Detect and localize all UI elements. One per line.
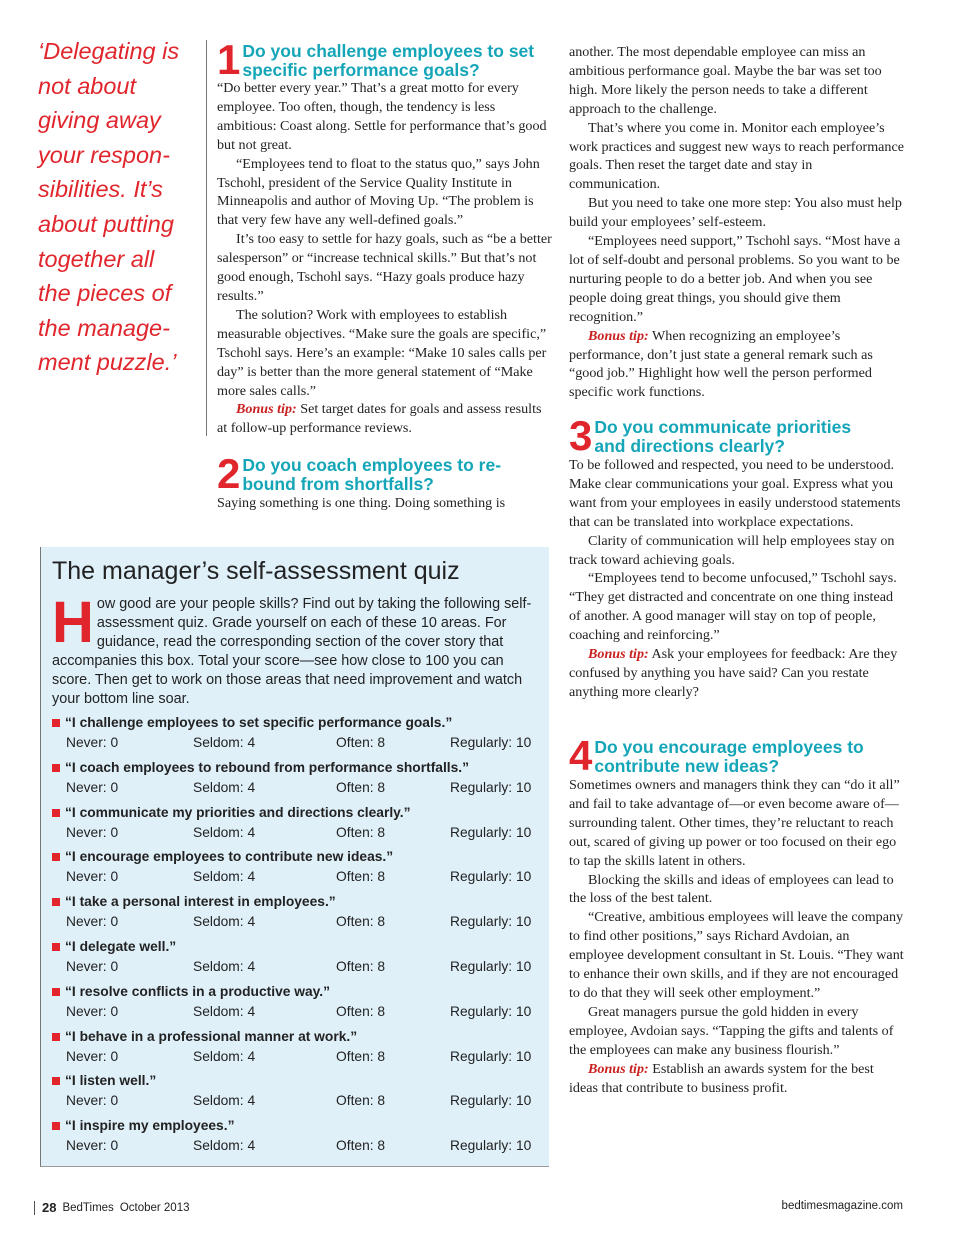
section-2-heading xyxy=(217,450,502,497)
scale-option: Never: 0 xyxy=(66,869,119,885)
bonus-tip-text: Set target dates for goals and assess results at follow-up performance reviews. xyxy=(217,401,542,437)
quiz-question-text: “I coach employees to rebound from performance shortfalls.” xyxy=(65,759,470,775)
quiz-question xyxy=(52,1072,542,1090)
quiz-question-text: “I communicate my priorities and directions clearly.” xyxy=(65,804,411,820)
scale-option: Often: 8 xyxy=(336,824,386,840)
scale-option: Seldom: 4 xyxy=(193,735,256,750)
section-number: 2 xyxy=(217,450,241,497)
quiz-item xyxy=(52,1028,542,1073)
bonus-tip-label: Bonus tip: xyxy=(588,1060,649,1077)
scale-option: Seldom: 4 xyxy=(193,1048,256,1064)
scale-option: Seldom: 4 xyxy=(193,1093,256,1109)
bullet-square-icon xyxy=(52,943,60,951)
scale-option: Never: 0 xyxy=(66,735,119,750)
bonus-tip-label: Bonus tip: xyxy=(588,646,649,663)
paragraph: Great managers pursue the gold hidden in every employee, Avdoian says. “Tapping the gifts and talents of the employees can make any business flourish.” xyxy=(569,1003,894,1058)
issue-date: October 2013 xyxy=(119,1201,190,1214)
scale-option: Regularly: 10 xyxy=(450,1003,532,1019)
scale-option: Often: 8 xyxy=(336,1138,386,1154)
bullet-square-icon xyxy=(52,1122,60,1130)
bullet-square-icon xyxy=(52,809,60,817)
pull-quote-line: not about xyxy=(38,72,137,99)
quiz-intro xyxy=(52,590,532,708)
bullet-square-icon xyxy=(52,1033,60,1041)
quiz-question xyxy=(52,1117,542,1135)
section-title-line: and directions clearly? xyxy=(594,435,785,456)
section-number: 4 xyxy=(569,732,593,779)
bonus-tip-label: Bonus tip: xyxy=(588,327,649,344)
pull-quote-line: the manage- xyxy=(38,314,170,341)
scale-option: Never: 0 xyxy=(66,1003,119,1019)
bonus-tip-text: When recognizing an employee’s performance, don’t just state a general remark such as “good job.” Highlight how well the person performed specific work functions. xyxy=(569,327,873,401)
quiz-question-text: “I delegate well.” xyxy=(65,938,177,954)
quiz-item xyxy=(52,983,542,1028)
scale-option: Seldom: 4 xyxy=(193,1138,256,1154)
magazine-name: BedTimes xyxy=(62,1201,114,1214)
quiz-question xyxy=(52,893,542,911)
paragraph: another. The most dependable employee can miss an ambitious performance goal. Maybe the bar was set too high. More likely the person needs to take a different approach to the challenge. xyxy=(569,44,882,117)
column-divider xyxy=(206,40,207,436)
bonus-tip xyxy=(217,400,552,438)
section-title xyxy=(592,418,851,455)
section-4-body xyxy=(569,776,904,1097)
quiz-scale xyxy=(52,866,542,888)
paragraph: Clarity of communication will help employees stay on track toward achieving goals. xyxy=(569,532,895,568)
paragraph: “Do better every year.” That’s a great motto for every employee. Too often, though, the tendency is less ambitious: Coast along. Settle for performance that’s good but not great. xyxy=(217,80,547,153)
quiz-item xyxy=(52,848,542,893)
quiz-item xyxy=(52,1072,542,1117)
section-3-heading xyxy=(569,412,852,459)
quiz-question-text: “I take a personal interest in employees.” xyxy=(65,894,336,910)
scale-option: Regularly: 10 xyxy=(450,779,532,795)
quiz-intro-text: ow good are your people skills? Find out by taking the following self-assessment quiz. Grade yourself on each of these 10 areas. For guidance, read the corresponding section of the cover story that accompanies this box. Total your score—see how close to 100 you can score. Then get to work on those areas that need improvement and watch your bottom line soar. xyxy=(52,596,532,707)
scale-option: Never: 0 xyxy=(66,958,119,974)
scale-option: Never: 0 xyxy=(66,914,119,930)
quiz-item xyxy=(52,804,542,849)
quiz-question-text: “I inspire my employees.” xyxy=(65,1118,235,1134)
scale-option: Never: 0 xyxy=(66,1093,119,1109)
quiz-scale xyxy=(52,956,542,978)
quiz-item xyxy=(52,714,542,759)
scale-option: Never: 0 xyxy=(66,1048,119,1064)
quiz-question xyxy=(52,759,542,777)
pull-quote-line: about putting xyxy=(38,210,174,237)
pull-quote-line: giving away xyxy=(38,107,161,134)
section-title-line: Do you coach employees to re- xyxy=(242,455,502,475)
quiz-scale xyxy=(52,1090,542,1112)
quiz-question xyxy=(52,848,542,866)
section-title-line: specific performance goals? xyxy=(242,59,480,80)
section-title xyxy=(240,42,534,79)
scale-option: Often: 8 xyxy=(336,1048,386,1064)
quiz-question xyxy=(52,938,542,956)
scale-option: Regularly: 10 xyxy=(450,1093,532,1109)
quiz-item xyxy=(52,759,542,804)
paragraph: That’s where you come in. Monitor each employee’s work practices and suggest new ways to reach performance goals. Then reset the target date and stay in communication. xyxy=(569,119,904,193)
scale-option: Regularly: 10 xyxy=(450,1048,532,1064)
section-title-line: bound from shortfalls? xyxy=(242,473,434,494)
bullet-square-icon xyxy=(52,898,60,906)
section-title-line: contribute new ideas? xyxy=(594,755,780,776)
pull-quote-line: the pieces of xyxy=(38,280,172,307)
section-title xyxy=(592,738,863,775)
section-2-body-start xyxy=(217,494,552,513)
quiz-question-text: “I resolve conflicts in a productive way.” xyxy=(65,983,331,999)
paragraph: Saying something is one thing. Doing something is xyxy=(217,495,506,511)
bonus-tip-text: Establish an awards system for the best ideas that contribute to business profit. xyxy=(569,1060,874,1096)
scale-option: Regularly: 10 xyxy=(450,735,532,750)
paragraph: “Employees tend to become unfocused,” Tschohl says. “They get distracted and concentrate on one thing instead of another. A good manager will stay on top of people, coaching and reinforcing.” xyxy=(569,570,897,644)
quiz-question-text: “I challenge employees to set specific performance goals.” xyxy=(65,715,453,730)
scale-option: Regularly: 10 xyxy=(450,869,532,885)
paragraph: “Employees tend to float to the status quo,” says John Tschohl, president of the Service Quality Institute in Minneapolis and author of Moving Up. “The problem is that very few have any well-defined goals.” xyxy=(217,155,540,229)
scale-option: Never: 0 xyxy=(66,1138,119,1154)
scale-option: Regularly: 10 xyxy=(450,914,532,930)
section-number: 1 xyxy=(217,36,241,83)
quiz-scale xyxy=(52,1135,542,1157)
quiz-scale xyxy=(52,732,542,754)
scale-option: Seldom: 4 xyxy=(193,914,256,930)
bullet-square-icon xyxy=(52,988,60,996)
section-title xyxy=(240,456,501,493)
scale-option: Often: 8 xyxy=(336,1093,386,1109)
pull-quote-line: sibilities. It’s xyxy=(38,176,163,203)
paragraph: Blocking the skills and ideas of employees can lead to the loss of the best talent. xyxy=(569,871,894,907)
paragraph: The solution? Work with employees to establish measurable objectives. “Make sure the goals are specific,” Tschohl says. Here’s an example: “Make 10 sales calls per day” is better than the more general statement of “Make more sales calls.” xyxy=(217,306,547,399)
bonus-tip xyxy=(569,645,904,702)
quiz-box xyxy=(40,547,549,1167)
drop-cap: H xyxy=(52,590,94,655)
quiz-scale xyxy=(52,1046,542,1068)
column-1-body xyxy=(217,79,552,438)
bonus-tip-text: Ask your employees for feedback: Are they confused by anything you have said? Can you restate anything more clearly? xyxy=(569,646,898,700)
scale-option: Seldom: 4 xyxy=(193,869,256,885)
quiz-scale xyxy=(52,822,542,844)
quiz-question xyxy=(52,1028,542,1046)
quiz-question-text: “I encourage employees to contribute new ideas.” xyxy=(65,849,394,865)
quiz-question xyxy=(52,804,542,822)
quiz-scale xyxy=(52,911,542,933)
footer-url: bedtimesmagazine.com xyxy=(781,1200,903,1212)
scale-option: Often: 8 xyxy=(336,914,386,930)
paragraph: It’s too easy to settle for hazy goals, such as “be a better salesperson” or “increase technical skills.” But that’s not good enough, Tschohl says. “Hazy goals produce hazy results.” xyxy=(217,231,552,304)
scale-option: Regularly: 10 xyxy=(450,958,532,974)
scale-option: Regularly: 10 xyxy=(450,1138,532,1154)
quiz-item xyxy=(52,893,542,938)
quiz-item xyxy=(52,1117,542,1162)
footer-left xyxy=(34,1200,190,1215)
column-3-body xyxy=(569,43,904,402)
bullet-square-icon xyxy=(52,1077,60,1085)
bonus-tip-label: Bonus tip: xyxy=(236,401,297,418)
scale-option: Seldom: 4 xyxy=(193,824,256,840)
pull-quote-line: together all xyxy=(38,245,155,272)
scale-option: Seldom: 4 xyxy=(193,1003,256,1019)
section-4-heading xyxy=(569,732,864,779)
paragraph: But you need to take one more step: You also must help build your employees’ self-esteem. xyxy=(569,195,902,231)
bullet-square-icon xyxy=(52,719,60,727)
scale-option: Never: 0 xyxy=(66,824,119,840)
page-number: 28 xyxy=(42,1200,57,1215)
scale-option: Never: 0 xyxy=(66,779,119,795)
section-number: 3 xyxy=(569,412,593,459)
bullet-square-icon xyxy=(52,764,60,772)
section-title-line: Do you challenge employees to set xyxy=(242,41,535,61)
section-title-line: Do you encourage employees to xyxy=(594,737,864,757)
scale-option: Often: 8 xyxy=(336,735,386,750)
scale-option: Often: 8 xyxy=(336,869,386,885)
paragraph: “Employees need support,” Tschohl says. “Most have a lot of self-doubt and personal problems. So you want to be nurturing people to do a better job. And when you see people doing great things, you should give them recognition.” xyxy=(569,233,901,325)
paragraph: “Creative, ambitious employees will leave the company to find other positions,” says Richard Avdoian, an employee development consultant in St. Louis. “They want to enhance their own skills, and if they are not encouraged to do that they will seek other employment.” xyxy=(569,909,904,1001)
bonus-tip xyxy=(569,1060,904,1098)
section-1-heading xyxy=(217,36,535,83)
quiz-scale xyxy=(52,1001,542,1023)
scale-option: Often: 8 xyxy=(336,958,386,974)
scale-option: Seldom: 4 xyxy=(193,958,256,974)
pull-quote xyxy=(38,34,206,380)
quiz-item xyxy=(52,938,542,983)
pull-quote-line: ment puzzle.’ xyxy=(38,349,177,376)
section-title-line: Do you communicate priorities xyxy=(594,417,852,437)
pull-quote-line: your respon- xyxy=(38,141,170,168)
scale-option: Often: 8 xyxy=(336,779,386,795)
scale-option: Often: 8 xyxy=(336,1003,386,1019)
quiz-question-text: “I listen well.” xyxy=(65,1073,157,1089)
quiz-scale xyxy=(52,777,542,799)
bonus-tip xyxy=(569,327,904,403)
bullet-square-icon xyxy=(52,853,60,861)
paragraph: Sometimes owners and managers think they can “do it all” and fail to take advantage of—or even become aware of—surrounding talent. Other times, they’re reluctant to reach out, scared of giving up power or too focused on their ego to tap the skills latent in others. xyxy=(569,777,900,869)
section-3-body xyxy=(569,456,904,702)
paragraph: To be followed and respected, you need to be understood. Make clear communications your goal. Express what you want from your employees in easily understood statements that can be translated into workplace expectations. xyxy=(569,457,901,530)
quiz-question xyxy=(52,714,542,732)
quiz-items xyxy=(52,714,542,1162)
scale-option: Regularly: 10 xyxy=(450,824,532,840)
footer-rule xyxy=(34,1201,35,1215)
quiz-question-text: “I behave in a professional manner at work.” xyxy=(65,1028,358,1044)
scale-option: Seldom: 4 xyxy=(193,779,256,795)
pull-quote-line: ‘Delegating is xyxy=(38,38,180,64)
quiz-question xyxy=(52,983,542,1001)
quiz-title: The manager’s self-assessment quiz xyxy=(52,557,460,585)
